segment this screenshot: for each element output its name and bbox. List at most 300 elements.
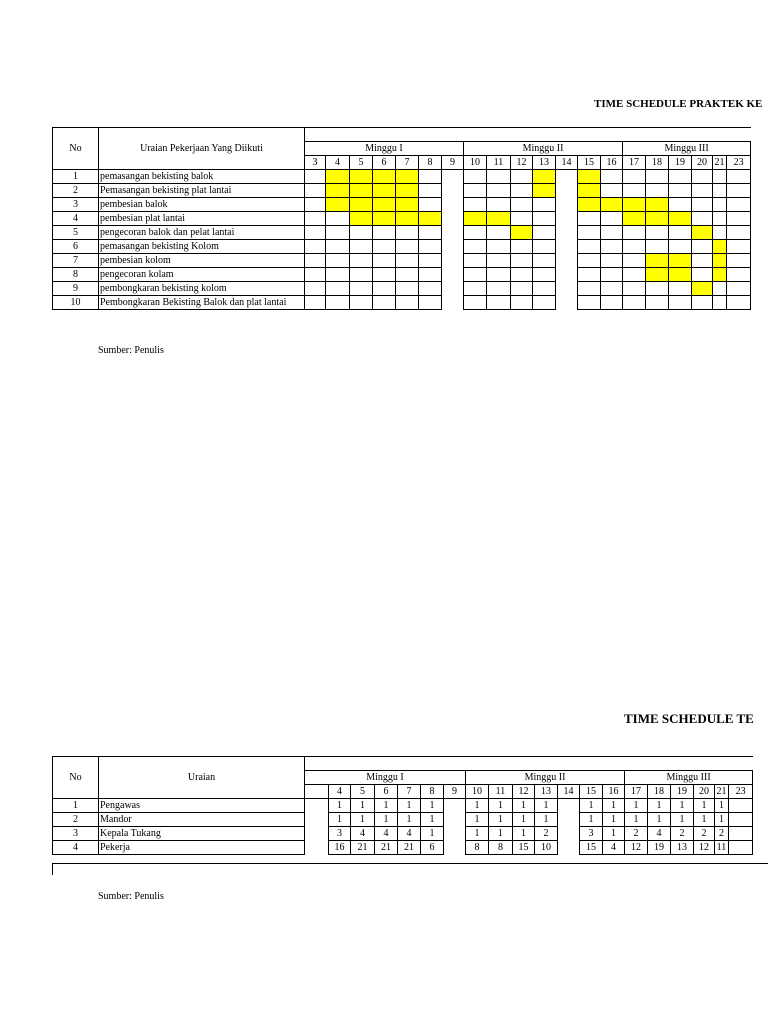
schedule-cell (713, 226, 727, 240)
schedule-cell (464, 184, 487, 198)
worker-count-cell: 3 (580, 827, 603, 841)
day-header: 11 (489, 785, 513, 799)
row-number: 3 (53, 198, 99, 212)
schedule-title: TIME SCHEDULE PRAKTEK KE (594, 98, 763, 110)
worker-count-cell (729, 813, 753, 827)
schedule-cell (373, 226, 396, 240)
schedule-cell (396, 254, 419, 268)
table-row (53, 198, 751, 212)
role-name: Kepala Tukang (99, 827, 305, 841)
schedule-cell (533, 198, 556, 212)
schedule-cell (373, 296, 396, 310)
task-name: pengecoran kolam (99, 268, 305, 282)
schedule-cell (601, 296, 623, 310)
week-header: Minggu II (466, 771, 625, 785)
week-header: Minggu III (625, 771, 753, 785)
worker-count-cell: 1 (648, 799, 671, 813)
schedule-cell (419, 240, 442, 254)
schedule-cell (305, 170, 326, 184)
schedule-cell (623, 170, 646, 184)
schedule-cell (692, 184, 713, 198)
day-header: 12 (511, 156, 533, 170)
table-row (53, 841, 753, 855)
row-number: 7 (53, 254, 99, 268)
schedule-source-note: Sumber: Penulis (98, 345, 164, 356)
schedule-cell (692, 296, 713, 310)
schedule-cell (464, 226, 487, 240)
day-header: 3 (305, 156, 326, 170)
schedule-cell (533, 268, 556, 282)
worker-count-cell: 1 (489, 799, 513, 813)
worker-count-cell: 3 (329, 827, 351, 841)
schedule-cell (601, 170, 623, 184)
worker-count-cell: 21 (351, 841, 375, 855)
day-header: 9 (444, 785, 466, 799)
day-header: 11 (487, 156, 511, 170)
schedule-cell (305, 240, 326, 254)
schedule-cell (556, 212, 578, 226)
day-header: 17 (625, 785, 648, 799)
worker-count-cell (558, 813, 580, 827)
schedule-cell (419, 268, 442, 282)
role-name: Pengawas (99, 799, 305, 813)
row-number: 4 (53, 841, 99, 855)
schedule-cell (669, 254, 692, 268)
schedule-cell (396, 212, 419, 226)
worker-count-cell: 1 (513, 799, 535, 813)
worker-count-cell: 1 (625, 799, 648, 813)
schedule-cell (669, 240, 692, 254)
schedule-cell (350, 170, 373, 184)
description-header: Uraian (99, 757, 305, 799)
day-header: 19 (669, 156, 692, 170)
schedule-cell (350, 254, 373, 268)
worker-count-cell: 1 (603, 813, 625, 827)
description-header: Uraian Pekerjaan Yang Diikuti (99, 128, 305, 170)
week-header: Minggu II (464, 142, 623, 156)
schedule-cell (419, 184, 442, 198)
schedule-cell (623, 268, 646, 282)
schedule-cell (511, 268, 533, 282)
schedule-cell (646, 212, 669, 226)
schedule-cell (713, 268, 727, 282)
worker-count-cell: 1 (694, 813, 715, 827)
schedule-cell (511, 170, 533, 184)
schedule-cell (326, 226, 350, 240)
schedule-cell (350, 198, 373, 212)
day-header: 18 (648, 785, 671, 799)
work-schedule-table (52, 127, 751, 310)
schedule-cell (533, 212, 556, 226)
schedule-cell (442, 226, 464, 240)
schedule-cell (669, 170, 692, 184)
schedule-cell (578, 296, 601, 310)
worker-count-cell: 1 (715, 813, 729, 827)
task-name: Pembongkaran Bekisting Balok dan plat lantai (99, 296, 305, 310)
day-header: 13 (535, 785, 558, 799)
schedule-cell (646, 254, 669, 268)
workforce-table (52, 756, 753, 855)
schedule-cell (623, 254, 646, 268)
schedule-cell (578, 212, 601, 226)
worker-count-cell: 8 (489, 841, 513, 855)
schedule-cell (464, 296, 487, 310)
schedule-cell (511, 254, 533, 268)
schedule-cell (396, 282, 419, 296)
schedule-cell (419, 254, 442, 268)
row-number: 10 (53, 296, 99, 310)
schedule-cell (556, 254, 578, 268)
schedule-cell (442, 282, 464, 296)
schedule-cell (601, 240, 623, 254)
schedule-cell (578, 254, 601, 268)
task-name: pengecoran balok dan pelat lantai (99, 226, 305, 240)
schedule-cell (669, 268, 692, 282)
schedule-cell (373, 184, 396, 198)
worker-count-cell: 1 (580, 799, 603, 813)
worker-count-cell: 1 (489, 813, 513, 827)
schedule-cell (396, 226, 419, 240)
header-top-row (53, 757, 753, 771)
schedule-cell (396, 296, 419, 310)
day-header: 14 (558, 785, 580, 799)
schedule-cell (646, 268, 669, 282)
schedule-cell (326, 212, 350, 226)
schedule-cell (373, 268, 396, 282)
schedule-cell (623, 282, 646, 296)
schedule-cell (326, 254, 350, 268)
worker-count-cell: 1 (671, 813, 694, 827)
schedule-cell (305, 184, 326, 198)
table-row (53, 799, 753, 813)
day-header: 16 (603, 785, 625, 799)
schedule-cell (326, 170, 350, 184)
day-header: 8 (421, 785, 444, 799)
worker-count-cell (729, 827, 753, 841)
schedule-cell (487, 212, 511, 226)
schedule-cell (601, 212, 623, 226)
schedule-cell (396, 198, 419, 212)
day-header: 19 (671, 785, 694, 799)
day-header: 9 (442, 156, 464, 170)
schedule-cell (646, 240, 669, 254)
schedule-cell (727, 296, 751, 310)
worker-count-cell: 1 (375, 813, 398, 827)
schedule-cell (326, 282, 350, 296)
day-header: 4 (326, 156, 350, 170)
row-number: 8 (53, 268, 99, 282)
worker-count-cell: 1 (375, 799, 398, 813)
week-header: Minggu I (305, 771, 466, 785)
schedule-cell (646, 198, 669, 212)
schedule-cell (713, 282, 727, 296)
schedule-cell (350, 212, 373, 226)
schedule-cell (727, 268, 751, 282)
schedule-cell (578, 198, 601, 212)
schedule-cell (623, 226, 646, 240)
schedule-cell (326, 184, 350, 198)
worker-count-cell: 1 (715, 799, 729, 813)
worker-count-cell: 4 (351, 827, 375, 841)
schedule-cell (464, 254, 487, 268)
worker-count-cell (558, 827, 580, 841)
schedule-cell (692, 226, 713, 240)
task-name: pemasangan bekisting Kolom (99, 240, 305, 254)
task-name: pembesian plat lantai (99, 212, 305, 226)
schedule-cell (396, 184, 419, 198)
schedule-cell (305, 198, 326, 212)
worker-count-cell: 1 (580, 813, 603, 827)
schedule-cell (713, 240, 727, 254)
schedule-cell (669, 296, 692, 310)
worker-count-cell: 1 (421, 799, 444, 813)
schedule-cell (713, 254, 727, 268)
worker-count-cell (729, 841, 753, 855)
table-row (53, 170, 751, 184)
schedule-cell (511, 282, 533, 296)
schedule-cell (727, 240, 751, 254)
day-header: 6 (375, 785, 398, 799)
day-header: 13 (533, 156, 556, 170)
schedule-cell (646, 296, 669, 310)
worker-count-cell: 1 (625, 813, 648, 827)
worker-count-cell (729, 799, 753, 813)
worker-count-cell: 2 (535, 827, 558, 841)
schedule-cell (601, 254, 623, 268)
schedule-cell (419, 226, 442, 240)
schedule-cell (646, 184, 669, 198)
row-number: 2 (53, 813, 99, 827)
table-row (53, 184, 751, 198)
row-number: 6 (53, 240, 99, 254)
role-name: Pekerja (99, 841, 305, 855)
schedule-cell (623, 212, 646, 226)
schedule-cell (727, 282, 751, 296)
task-name: pembesian kolom (99, 254, 305, 268)
schedule-cell (373, 170, 396, 184)
schedule-cell (601, 268, 623, 282)
schedule-cell (396, 170, 419, 184)
schedule-cell (533, 226, 556, 240)
schedule-cell (727, 184, 751, 198)
worker-count-cell: 1 (466, 827, 489, 841)
schedule-cell (373, 198, 396, 212)
worker-count-cell (558, 799, 580, 813)
worker-count-cell: 1 (513, 813, 535, 827)
schedule-cell (713, 184, 727, 198)
worker-count-cell: 1 (398, 813, 421, 827)
worker-count-cell (444, 799, 466, 813)
schedule-cell (442, 198, 464, 212)
table-row (53, 240, 751, 254)
lead-blank-cell (305, 813, 329, 827)
schedule-cell (713, 170, 727, 184)
day-header: 18 (646, 156, 669, 170)
schedule-cell (556, 296, 578, 310)
worker-count-cell: 1 (466, 813, 489, 827)
worker-count-cell: 2 (715, 827, 729, 841)
schedule-cell (487, 170, 511, 184)
day-header: 7 (398, 785, 421, 799)
no-header: No (53, 128, 99, 170)
worker-count-cell: 2 (625, 827, 648, 841)
schedule-cell (692, 198, 713, 212)
schedule-cell (350, 268, 373, 282)
worker-count-cell: 2 (671, 827, 694, 841)
schedule-cell (442, 296, 464, 310)
worker-count-cell: 16 (329, 841, 351, 855)
schedule-cell (442, 254, 464, 268)
worker-count-cell: 21 (398, 841, 421, 855)
worker-count-cell (444, 827, 466, 841)
workforce-source-note: Sumber: Penulis (98, 891, 164, 902)
table-row (53, 268, 751, 282)
worker-count-cell: 1 (489, 827, 513, 841)
worker-count-cell: 1 (603, 827, 625, 841)
schedule-cell (511, 240, 533, 254)
schedule-cell (419, 212, 442, 226)
schedule-cell (396, 240, 419, 254)
worker-count-cell: 1 (421, 813, 444, 827)
day-header: 4 (329, 785, 351, 799)
day-header: 23 (727, 156, 751, 170)
schedule-cell (713, 212, 727, 226)
schedule-cell (350, 282, 373, 296)
schedule-cell (350, 296, 373, 310)
worker-count-cell: 1 (535, 799, 558, 813)
worker-count-cell (444, 813, 466, 827)
day-header: 17 (623, 156, 646, 170)
schedule-cell (623, 198, 646, 212)
schedule-cell (556, 268, 578, 282)
schedule-cell (646, 226, 669, 240)
schedule-cell (442, 240, 464, 254)
schedule-cell (669, 198, 692, 212)
schedule-cell (511, 198, 533, 212)
schedule-cell (578, 184, 601, 198)
worker-count-cell: 21 (375, 841, 398, 855)
row-number: 1 (53, 799, 99, 813)
schedule-cell (373, 212, 396, 226)
schedule-cell (727, 212, 751, 226)
worker-count-cell: 8 (466, 841, 489, 855)
schedule-cell (350, 240, 373, 254)
task-name: pembongkaran bekisting kolom (99, 282, 305, 296)
worker-count-cell: 1 (535, 813, 558, 827)
week-header: Minggu III (623, 142, 751, 156)
schedule-cell (578, 240, 601, 254)
schedule-cell (511, 296, 533, 310)
schedule-cell (305, 212, 326, 226)
schedule-cell (713, 198, 727, 212)
schedule-cell (487, 226, 511, 240)
worker-count-cell: 1 (351, 799, 375, 813)
worker-count-cell: 19 (648, 841, 671, 855)
header-top-row (53, 128, 751, 142)
schedule-cell (556, 240, 578, 254)
task-name: pemasangan bekisting balok (99, 170, 305, 184)
schedule-cell (326, 240, 350, 254)
schedule-cell (669, 226, 692, 240)
schedule-cell (487, 254, 511, 268)
schedule-cell (727, 254, 751, 268)
schedule-cell (511, 212, 533, 226)
worker-count-cell: 4 (375, 827, 398, 841)
schedule-cell (511, 184, 533, 198)
schedule-cell (326, 198, 350, 212)
lead-blank-cell (305, 827, 329, 841)
worker-count-cell: 12 (625, 841, 648, 855)
day-header: 8 (419, 156, 442, 170)
row-number: 9 (53, 282, 99, 296)
schedule-cell (727, 170, 751, 184)
row-number: 5 (53, 226, 99, 240)
row-number: 1 (53, 170, 99, 184)
day-header: 7 (396, 156, 419, 170)
schedule-cell (487, 282, 511, 296)
schedule-cell (556, 184, 578, 198)
table-row (53, 226, 751, 240)
schedule-cell (305, 296, 326, 310)
schedule-cell (601, 282, 623, 296)
schedule-cell (442, 212, 464, 226)
schedule-cell (419, 198, 442, 212)
schedule-cell (464, 240, 487, 254)
schedule-cell (533, 296, 556, 310)
schedule-cell (373, 282, 396, 296)
day-header: 23 (729, 785, 753, 799)
day-header: 15 (580, 785, 603, 799)
schedule-cell (511, 226, 533, 240)
schedule-cell (623, 296, 646, 310)
day-header: 16 (601, 156, 623, 170)
worker-count-cell (558, 841, 580, 855)
schedule-cell (487, 296, 511, 310)
worker-count-cell: 4 (398, 827, 421, 841)
no-header: No (53, 757, 99, 799)
row-number: 4 (53, 212, 99, 226)
schedule-cell (533, 170, 556, 184)
worker-count-cell: 1 (351, 813, 375, 827)
role-name: Mandor (99, 813, 305, 827)
schedule-cell (692, 254, 713, 268)
table-row (53, 212, 751, 226)
worker-count-cell: 1 (694, 799, 715, 813)
day-header: 21 (716, 785, 727, 797)
schedule-cell (578, 170, 601, 184)
day-header: 5 (350, 156, 373, 170)
schedule-cell (442, 268, 464, 282)
worker-count-cell: 1 (329, 799, 351, 813)
day-header: 21 (714, 156, 725, 168)
schedule-cell (533, 282, 556, 296)
worker-count-cell: 6 (421, 841, 444, 855)
day-header: 14 (556, 156, 578, 170)
schedule-cell (419, 170, 442, 184)
schedule-cell (419, 296, 442, 310)
schedule-cell (556, 170, 578, 184)
table-row (53, 827, 753, 841)
schedule-cell (713, 296, 727, 310)
schedule-cell (601, 226, 623, 240)
worker-count-cell (444, 841, 466, 855)
schedule-cell (373, 240, 396, 254)
worker-count-cell: 1 (398, 799, 421, 813)
schedule-cell (601, 198, 623, 212)
lead-blank-cell (305, 799, 329, 813)
worker-count-cell: 1 (466, 799, 489, 813)
schedule-cell (646, 282, 669, 296)
